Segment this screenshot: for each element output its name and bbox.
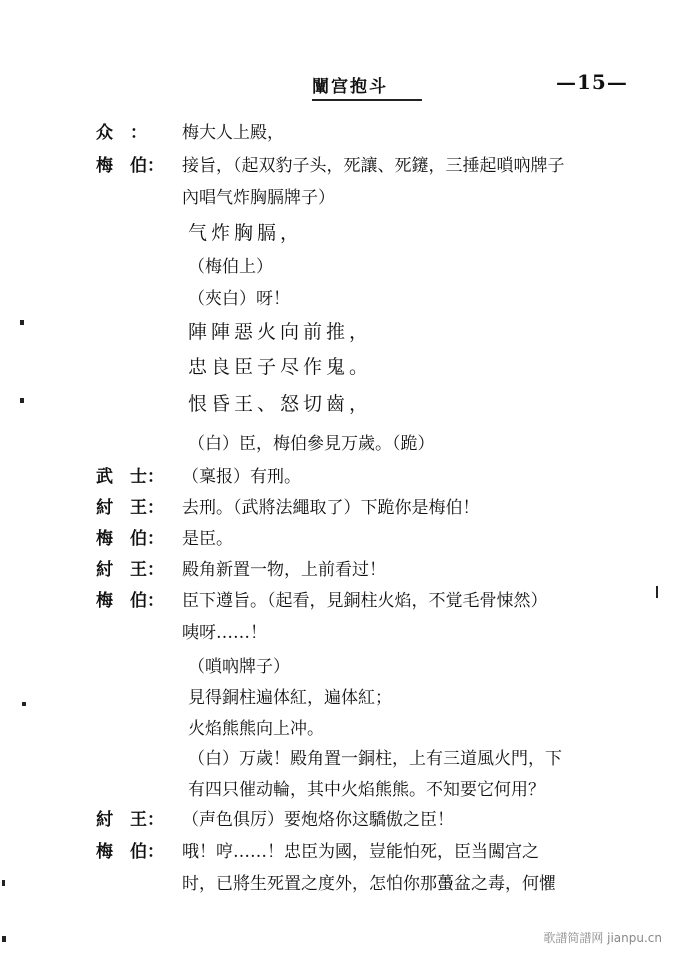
sung-line: 忠良臣子尽作鬼。 [188, 356, 373, 378]
speaker-label: 武 士： [96, 467, 164, 487]
sung-line: 火焰熊熊向上冲。 [188, 719, 324, 739]
speaker-label: 梅 伯： [96, 156, 164, 176]
scan-speck [2, 880, 5, 886]
scan-speck [20, 398, 24, 403]
dialogue-line: 哦！哼……！忠臣为國，豈能怕死，臣当闖宫之 [182, 842, 539, 862]
dialogue-line: 时，已將生死置之度外，怎怕你那蠆盆之毒，何懼 [182, 874, 556, 894]
speaker-label: 紂 王： [96, 810, 164, 830]
sung-line: 恨昏王、怒切齒， [188, 393, 373, 415]
sung-line: 气炸胸膈， [188, 222, 304, 244]
speaker-label: 紂 王： [96, 560, 164, 580]
scan-speck [22, 702, 26, 706]
sung-line: 陣陣惡火向前推， [188, 321, 373, 343]
dialogue-line: 臣下遵旨。（起看，見銅柱火焰，不覚毛骨悚然） [182, 591, 548, 611]
speaker-label: 众 ： [96, 123, 147, 143]
stage-direction: 內唱气炸胸膈牌子） [182, 188, 335, 208]
speaker-label: 紂 王： [96, 498, 164, 518]
dialogue-line: 接旨，（起双豹子头，死讓、死鑳，三捶起嗩吶牌子 [182, 156, 565, 176]
dialogue-line: 殿角新置一物，上前看过！ [182, 560, 386, 580]
dialogue-line: （白）万歲！殿角置一銅柱，上有三道風火門，下 [188, 749, 562, 769]
speaker-label: 梅 伯： [96, 842, 164, 862]
speaker-label: 梅 伯： [96, 529, 164, 549]
scan-speck [2, 936, 6, 942]
dialogue-line: 有四只催动輪，其中火焰熊熊。不知要它何用？ [188, 780, 545, 800]
dialogue-line: 是臣。 [182, 529, 233, 549]
dialogue-line: 梅大人上殿， [182, 123, 284, 143]
dialogue-line: 咦呀……！ [182, 623, 267, 643]
page-number: —15— [556, 70, 628, 94]
watermark: 歌譜简譜网 jianpu.cn [543, 931, 662, 945]
stage-direction: （梅伯上） [188, 257, 273, 277]
scan-speck [20, 320, 24, 325]
dialogue-line: （声色俱厉）要炮烙你这驕傲之臣！ [182, 810, 454, 830]
header-title: 闡宫抱斗 [312, 72, 422, 101]
dialogue-line: （稟报）有刑。 [182, 467, 301, 487]
dialogue-line: （白）臣，梅伯參見万歲。（跪） [188, 434, 435, 454]
speaker-label: 梅 伯： [96, 591, 164, 611]
scan-speck [656, 586, 658, 598]
dialogue-line: （夾白）呀！ [188, 289, 290, 309]
sung-line: 見得銅柱遍体紅，遍体紅； [188, 688, 392, 708]
stage-direction: （嗩吶牌子） [188, 657, 290, 677]
dialogue-line: 去刑。（武將法繩取了）下跪你是梅伯！ [182, 498, 480, 518]
